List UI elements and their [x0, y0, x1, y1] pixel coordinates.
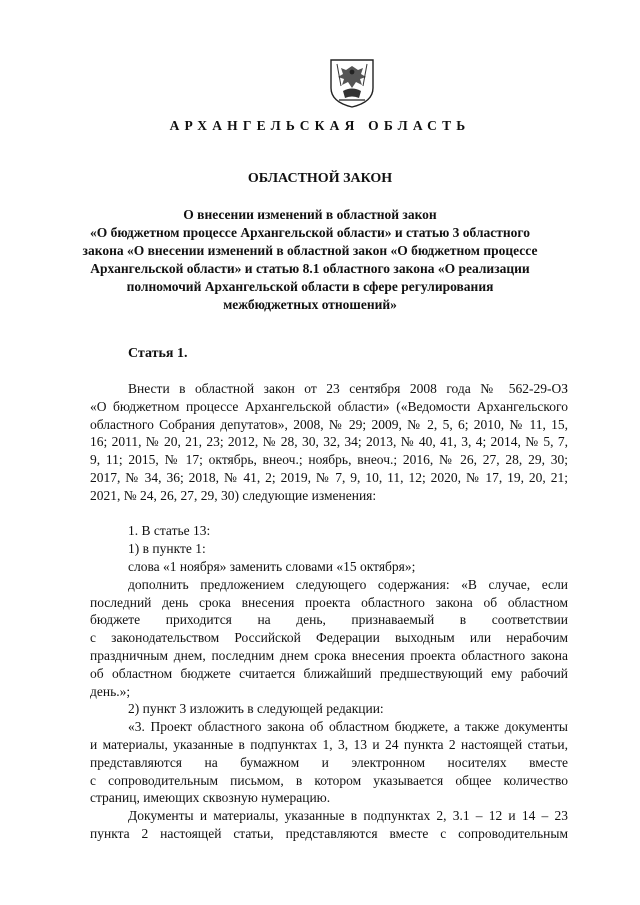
article-body [90, 380, 568, 843]
supplement-paragraph [90, 576, 568, 701]
subitem-1-heading: 1) в пункте 1: [128, 541, 206, 557]
law-title-line: О внесении изменений в областной закон [183, 207, 437, 222]
text-line: 2017, № 34, 36; 2018, № 41, 2; 2019, № 7, 9, 10, 11, 12; 2020, № 17, 19, 20, 21; [90, 469, 568, 485]
law-title-line: межбюджетных отношений» [223, 297, 397, 312]
law-title [82, 206, 538, 314]
text-line: областного Собрания депутатов», 2008, № 29; 2009, № 2, 5, 6; 2010, № 11, 15, [90, 416, 568, 432]
text-line: Внести в областной закон от 23 сентября 2008 года № 562-29-ОЗ [128, 381, 568, 396]
text-line: день.»; [90, 683, 131, 699]
item-1-heading: 1. В статье 13: [128, 523, 211, 539]
text-line: пункта 2 настоящей статьи, представляются вместе с сопроводительным [90, 825, 568, 841]
law-type-heading: ОБЛАСТНОЙ ЗАКОН [247, 171, 393, 186]
law-title-line: «О бюджетном процессе Архангельской области» и статью 3 областного [90, 225, 530, 240]
law-title-line: Архангельской области» и статью 8.1 областного закона «О реализации [90, 261, 530, 276]
text-line: 9, 11; 2015, № 17; октябрь, внеоч.; ноябрь, внеоч.; 2016, № 26, 27, 28, 29, 30; [90, 452, 568, 468]
text-line: об областном бюджете считается ближайший предшествующий ему рабочий [90, 665, 568, 681]
text-line: праздничным днем, последним днем срока внесения проекта областного закона [90, 647, 568, 663]
text-line: «О бюджетном процессе Архангельской области» («Ведомости Архангельского [90, 398, 568, 414]
region-name: АРХАНГЕЛЬСКАЯ ОБЛАСТЬ [169, 118, 471, 133]
law-title-line: закона «О внесении изменений в областной закон «О бюджетном процессе [82, 243, 538, 258]
subitem-2-heading: 2) пункт 3 изложить в следующей редакции: [128, 701, 384, 717]
text-line: 2021, № 24, 26, 27, 29, 30) следующие изменения: [90, 487, 377, 503]
text-line: представляются на бумажном и электронном носителях вместе [90, 754, 568, 770]
text-line: «3. Проект областного закона об областном бюджете, а также документы [128, 719, 568, 735]
text-line: последний день срока внесения проекта областного закона об областном [90, 594, 568, 610]
text-line: дополнить предложением следующего содержания: «В случае, если [128, 576, 568, 592]
point-3-paragraph [90, 718, 568, 807]
text-line: и материалы, указанные в подпунктах 1, 3, 13 и 24 пункта 2 настоящей статьи, [90, 736, 568, 752]
article-heading: Статья 1. [128, 346, 188, 361]
text-line: страниц, имеющих сквозную нумерацию. [90, 790, 331, 806]
law-title-line: полномочий Архангельской области в сфере регулирования [126, 279, 494, 294]
text-line: 16; 2011, № 20, 21, 23; 2012, № 28, 30, 32, 34; 2013, № 40, 41, 3, 4; 2014, № 5, 7, [90, 434, 568, 450]
replace-words-text: слова «1 ноября» заменить словами «15 октября»; [128, 558, 416, 574]
text-line: с законодательством Российской Федерации выходным или нерабочим [90, 630, 568, 646]
coat-of-arms-emblem [329, 58, 375, 108]
intro-paragraph [90, 380, 568, 505]
text-line: с сопроводительным письмом, в котором указывается общее количество [90, 772, 568, 788]
text-line: Документы и материалы, указанные в подпунктах 2, 3.1 – 12 и 14 – 23 [128, 808, 568, 824]
documents-paragraph [90, 807, 568, 843]
text-line: бюджете приходится на день, признаваемый в соответствии [90, 612, 568, 628]
